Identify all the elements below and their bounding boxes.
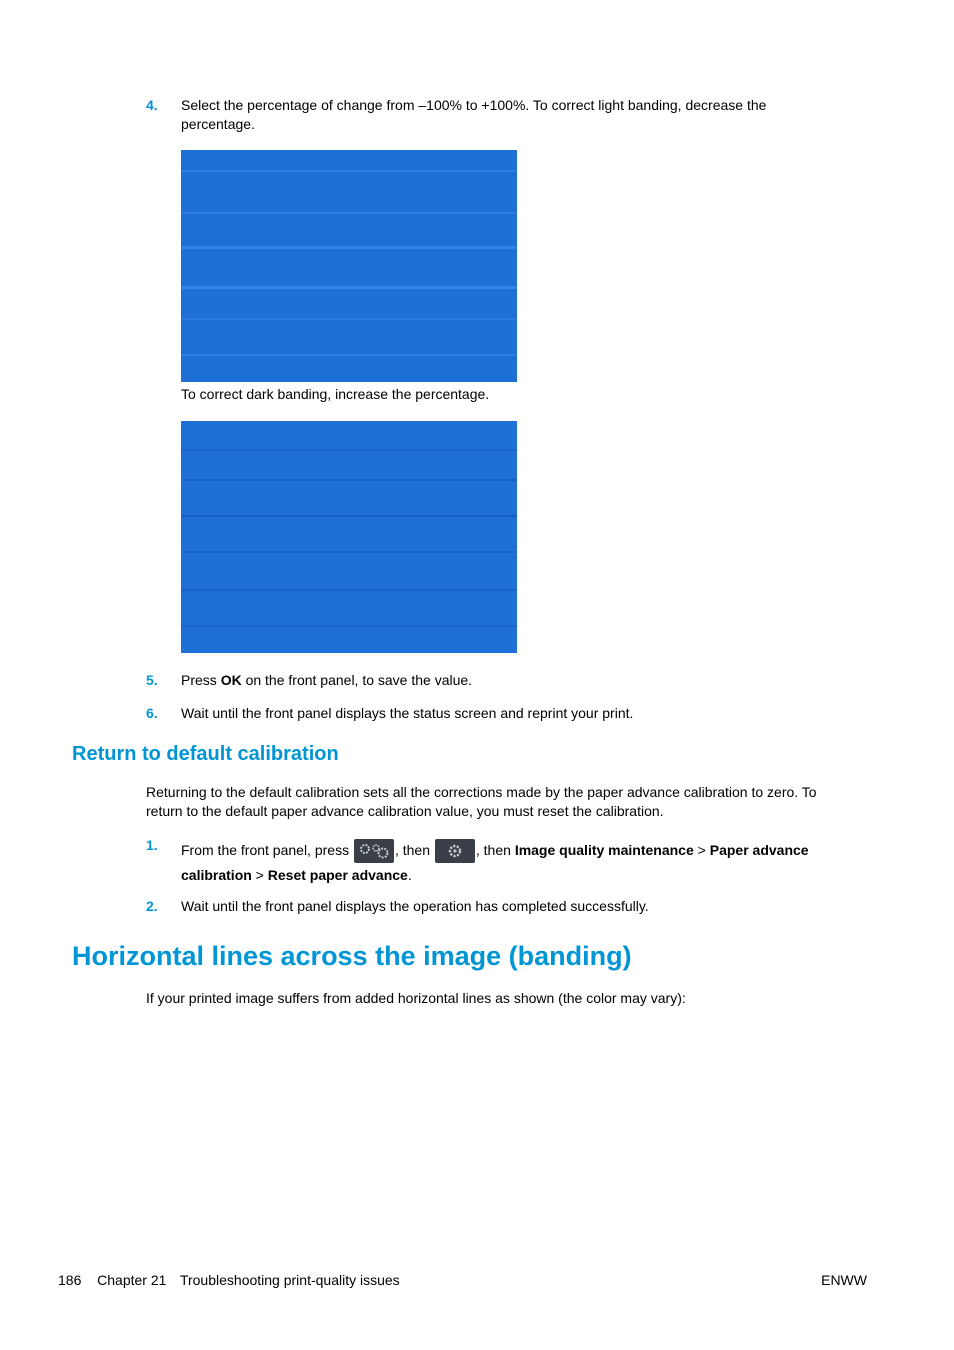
section-paragraph <box>146 783 817 821</box>
menu-path-item: calibration <box>181 867 252 884</box>
settings-gear-icon <box>435 839 475 863</box>
step-text-line: Select the percentage of change from –100% to +100%. To correct light banding, decrease the <box>181 97 767 113</box>
step-text <box>181 96 766 134</box>
dark-banding-sample-image <box>181 421 517 653</box>
step-text-line <box>181 838 881 863</box>
page-number: 186 <box>58 1272 82 1288</box>
menu-path-item: Paper advance <box>709 842 809 858</box>
footer-right: ENWW <box>821 1272 867 1288</box>
step-text <box>181 838 881 888</box>
step-number: 6. <box>146 705 158 721</box>
settings-gears-icon <box>354 839 394 863</box>
step-text: Wait until the front panel displays the status screen and reprint your print. <box>181 705 634 721</box>
main-heading: Horizontal lines across the image (banding) <box>72 941 632 971</box>
step-number: 1. <box>146 837 158 853</box>
step-text-part: From the front panel, press <box>181 842 353 858</box>
step-text-part: on the front panel, to save the value. <box>241 672 473 688</box>
chapter-label: Chapter 21 <box>97 1272 167 1288</box>
step-text-line: percentage. <box>181 116 255 132</box>
paragraph-line: Returning to the default calibration sets all the corrections made by the paper advance calibration to zero. To <box>146 784 817 800</box>
step-text <box>181 671 472 690</box>
menu-path-item: Image quality maintenance <box>514 842 694 858</box>
step-text-part: Press <box>181 672 221 688</box>
step-number: 5. <box>146 672 158 688</box>
main-paragraph: If your printed image suffers from added horizontal lines as shown (the color may vary): <box>146 990 686 1006</box>
step-number: 2. <box>146 898 158 914</box>
step-text-part: . <box>407 867 412 884</box>
ok-label: OK <box>220 672 242 688</box>
light-banding-sample-image <box>181 150 517 382</box>
chapter-title: Troubleshooting print-quality issues <box>179 1272 400 1288</box>
section-heading: Return to default calibration <box>72 743 339 765</box>
dark-banding-note: To correct dark banding, increase the percentage. <box>181 386 490 402</box>
menu-path-separator: > <box>251 867 268 884</box>
step-text-line <box>181 863 881 888</box>
menu-path-item: Reset paper advance <box>267 867 408 884</box>
step-text: Wait until the front panel displays the operation has completed successfully. <box>181 898 649 914</box>
menu-path-separator: > <box>693 842 710 858</box>
step-text-part: , then <box>394 842 434 858</box>
paragraph-line: return to the default paper advance calibration value, you must reset the calibration. <box>146 803 664 819</box>
step-text-part: , then <box>475 842 515 858</box>
footer-left <box>58 1272 400 1288</box>
step-number: 4. <box>146 97 158 113</box>
